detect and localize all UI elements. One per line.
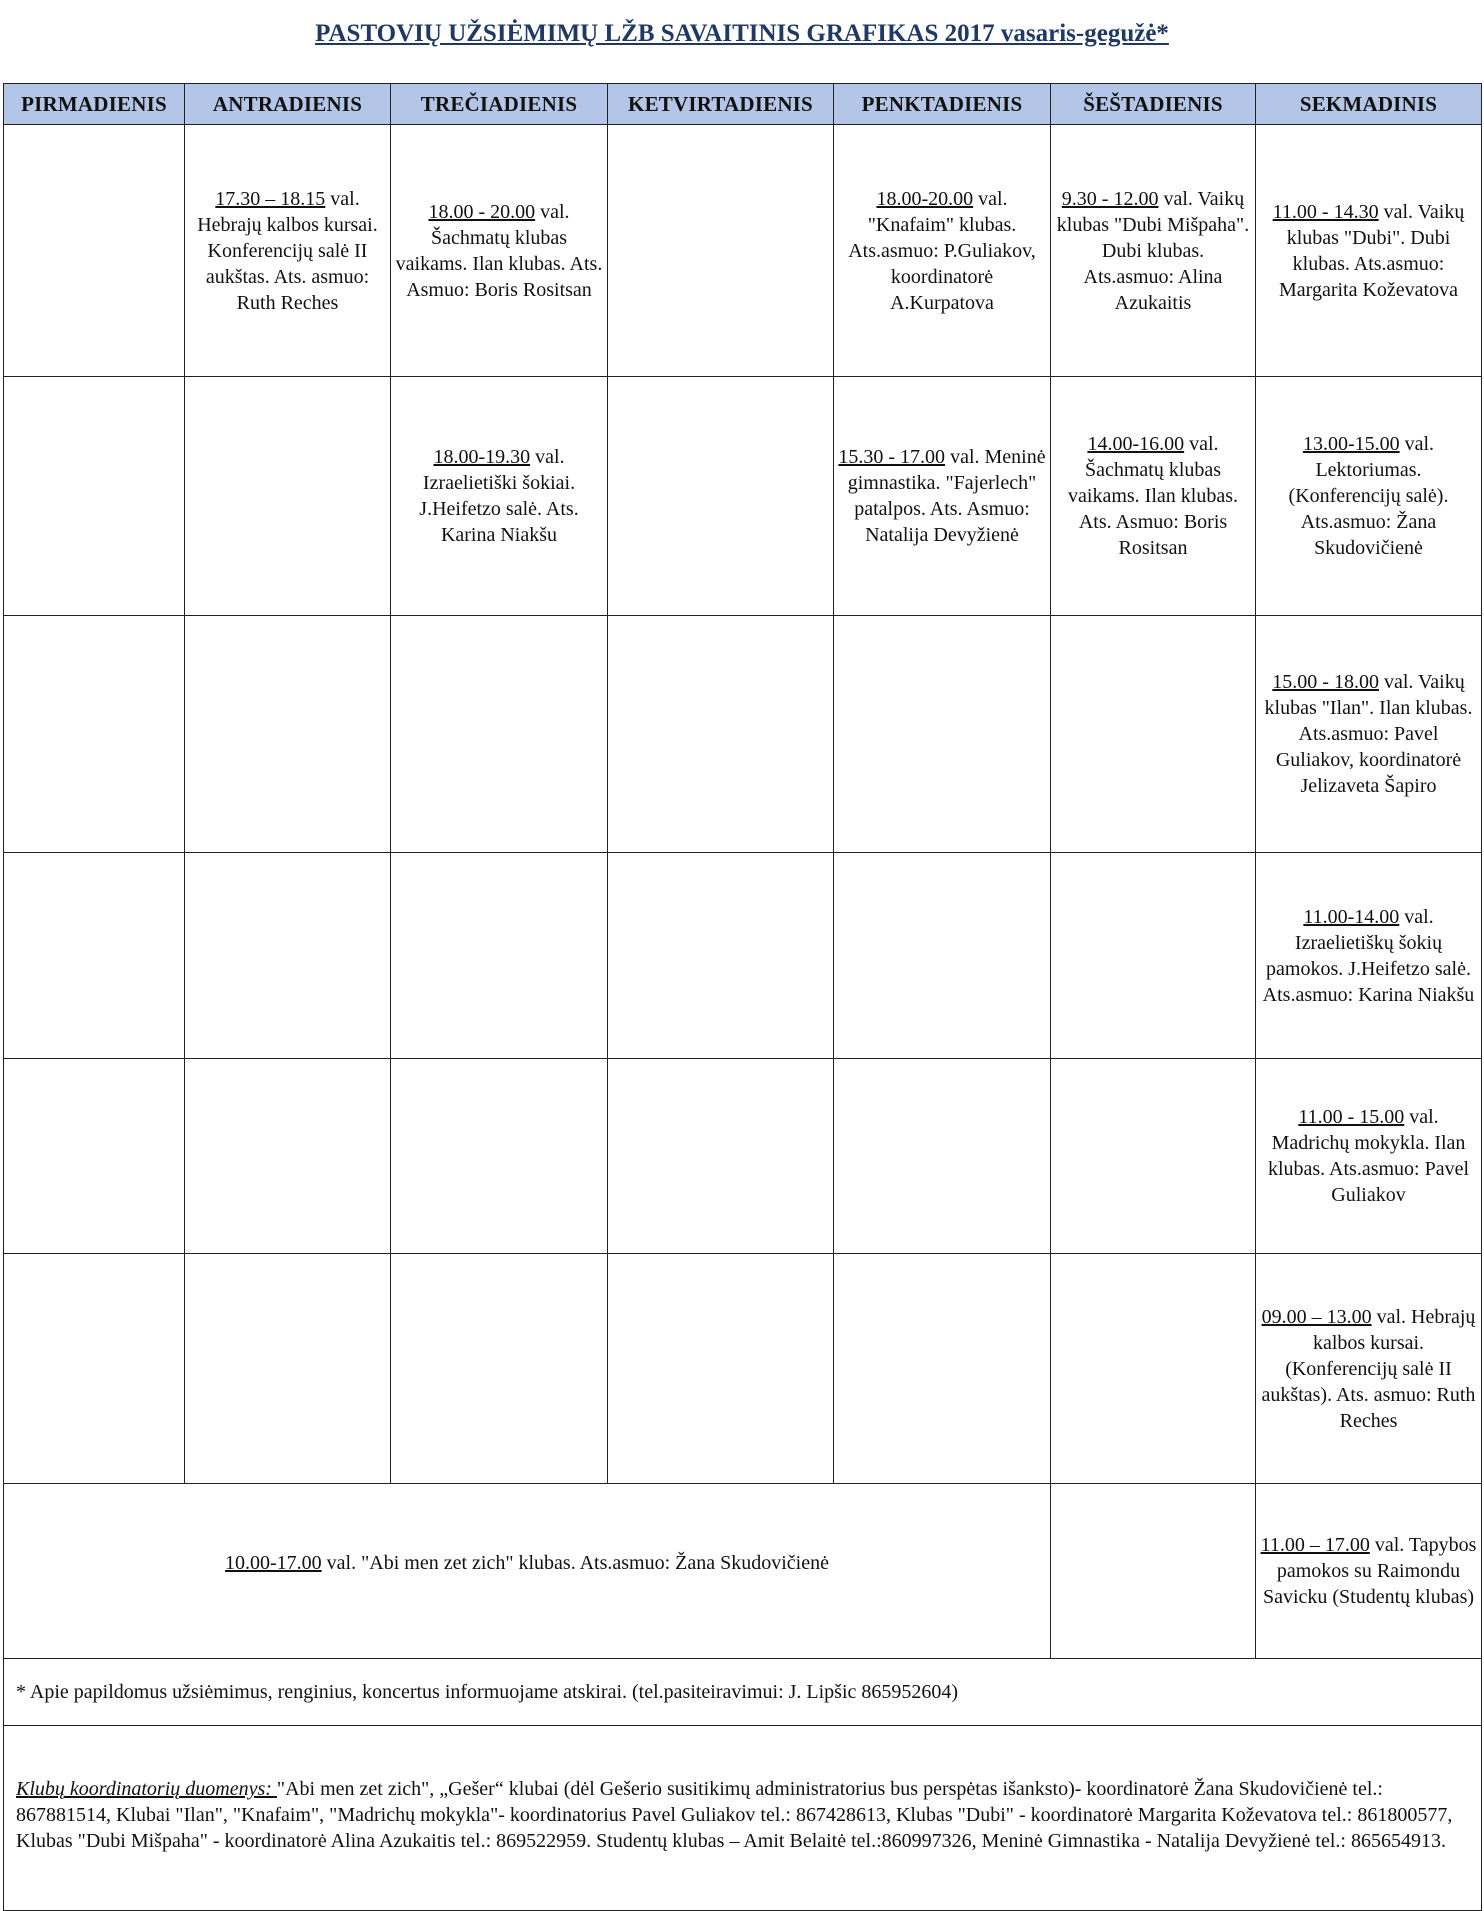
event-time: 11.00 – 17.00	[1260, 1534, 1370, 1556]
day-header: ANTRADIENIS	[185, 84, 391, 125]
empty-cell	[4, 616, 185, 853]
event-cell	[391, 377, 608, 616]
empty-cell	[834, 1059, 1051, 1254]
empty-cell	[185, 377, 391, 616]
event-time: 09.00 – 13.00	[1261, 1305, 1372, 1328]
event-time: 11.00 - 14.30	[1272, 200, 1379, 223]
empty-cell	[4, 1059, 185, 1254]
event-text: val. Tapybos pamokos su Raimondu Savicku (Studentų klubas)	[1262, 1534, 1477, 1608]
event-cell	[1256, 377, 1482, 616]
event-cell	[185, 125, 391, 377]
event-text: val. Hebrajų kalbos kursai. Konferencijų salė II aukštas. Ats. asmuo: Ruth Reches	[197, 187, 378, 314]
event-text: val. Vaikų klubas "Dubi". Dubi klubas. Ats.asmuo: Margarita Koževatova	[1279, 200, 1465, 301]
empty-cell	[834, 853, 1051, 1059]
event-text: val. Izraelietiški šokiai. J.Heifetzo salė. Ats. Karina Niakšu	[419, 446, 579, 546]
event-time: 18.00 - 20.00	[428, 200, 536, 223]
event-text: val. "Abi men zet zich" klubas. Ats.asmuo: Žana Skudovičienė	[321, 1552, 829, 1574]
empty-cell	[608, 125, 834, 377]
event-cell	[834, 125, 1051, 377]
day-header: KETVIRTADIENIS	[608, 84, 834, 125]
day-header: TREČIADIENIS	[391, 84, 608, 125]
empty-cell	[1051, 1059, 1256, 1254]
page-title: PASTOVIŲ UŽSIĖMIMŲ LŽB SAVAITINIS GRAFIKAS 2017 vasaris-gegužė*	[315, 20, 1169, 47]
event-time: 17.30 – 18.15	[215, 187, 326, 210]
event-text: val. Hebrajų kalbos kursai. (Konferencijų salė II aukštas). Ats. asmuo: Ruth Reches	[1261, 1305, 1476, 1432]
event-time: 13.00-15.00	[1302, 433, 1400, 455]
event-cell	[1051, 377, 1256, 616]
empty-cell	[391, 853, 608, 1059]
event-text: val. Šachmatų klubas vaikams. Ilan klubas. Ats. Asmuo: Boris Rositsan	[1068, 433, 1238, 559]
event-text: val. "Knafaim" klubas. Ats.asmuo: P.Guliakov, koordinatorė A.Kurpatova	[848, 187, 1036, 314]
event-cell	[1256, 1254, 1482, 1484]
empty-cell	[185, 616, 391, 853]
event-time: 14.00-16.00	[1087, 433, 1185, 455]
event-time: 9.30 - 12.00	[1061, 187, 1159, 210]
empty-cell	[391, 1059, 608, 1254]
empty-cell	[4, 853, 185, 1059]
empty-cell	[185, 1254, 391, 1484]
event-time: 18.00-19.30	[433, 446, 531, 468]
event-time: 15.30 - 17.00	[838, 446, 946, 468]
event-text: val. Vaikų klubas "Dubi Mišpaha". Dubi klubas. Ats.asmuo: Alina Azukaitis	[1056, 187, 1250, 314]
event-time: 11.00-14.00	[1303, 905, 1400, 928]
empty-cell	[1051, 1484, 1256, 1659]
empty-cell	[834, 616, 1051, 853]
schedule-row	[4, 1059, 1482, 1254]
empty-cell	[185, 853, 391, 1059]
event-text: val. Šachmatų klubas vaikams. Ilan klubas. Ats. Asmuo: Boris Rositsan	[395, 200, 603, 301]
event-time: 18.00-20.00	[876, 187, 974, 210]
coordinators-info	[4, 1726, 1482, 1911]
empty-cell	[608, 377, 834, 616]
empty-cell	[608, 1059, 834, 1254]
schedule-row	[4, 853, 1482, 1059]
event-cell	[1256, 853, 1482, 1059]
schedule-row-last	[4, 1484, 1482, 1659]
empty-cell	[608, 1254, 834, 1484]
event-cell	[391, 125, 608, 377]
event-cell	[1256, 616, 1482, 853]
empty-cell	[834, 1254, 1051, 1484]
empty-cell	[185, 1059, 391, 1254]
day-header: ŠEŠTADIENIS	[1051, 84, 1256, 125]
day-header: PENKTADIENIS	[834, 84, 1051, 125]
empty-cell	[4, 1254, 185, 1484]
event-time: 15.00 - 18.00	[1272, 671, 1379, 693]
empty-cell	[1051, 853, 1256, 1059]
event-cell	[1256, 1059, 1482, 1254]
event-text: val. Vaikų klubas "Ilan". Ilan klubas. Ats.asmuo: Pavel Guliakov, koordinatorė Jelizaveta Šapiro	[1264, 671, 1473, 797]
empty-cell	[391, 1254, 608, 1484]
merged-event-cell	[4, 1484, 1051, 1659]
event-text: val. Madrichų mokykla. Ilan klubas. Ats.asmuo: Pavel Guliakov	[1267, 1106, 1470, 1206]
schedule-row	[4, 1254, 1482, 1484]
footnote: * Apie papildomus užsiėmimus, renginius, koncertus informuojame atskirai. (tel.pasiteiravimui: J. Lipšic 865952604)	[4, 1659, 1482, 1726]
empty-cell	[1051, 616, 1256, 853]
event-text: val. Izraelietiškų šokių pamokos. J.Heifetzo salė. Ats.asmuo: Karina Niakšu	[1262, 905, 1475, 1006]
event-time: 10.00-17.00	[225, 1552, 322, 1574]
event-text: val. Lektoriumas. (Konferencijų salė). Ats.asmuo: Žana Skudovičienė	[1288, 433, 1449, 559]
empty-cell	[4, 377, 185, 616]
event-cell	[1256, 1484, 1482, 1659]
empty-cell	[1051, 1254, 1256, 1484]
coordinators-row	[4, 1726, 1482, 1911]
empty-cell	[391, 616, 608, 853]
day-header: SEKMADINIS	[1256, 84, 1482, 125]
event-cell	[1051, 125, 1256, 377]
event-text: val. Meninė gimnastika. "Fajerlech" patalpos. Ats. Asmuo: Natalija Devyžienė	[847, 446, 1046, 546]
day-header-row	[4, 84, 1482, 125]
coordinators-text: "Abi men zet zich", „Gešer“ klubai (dėl Gešerio susitikimų administratorius bus perspėtas išanksto)- koordinatorė Žana Skudovičienė tel.: 867881514, Klubai "Ilan", "Knafaim", "Madrichų mokykla"- koordinatorius Pavel Guliakov tel.: 867428613, Klubas "Dubi" - koordinatorė Margarita Koževatova tel.: 861800577, Klubas "Dubi Mišpaha" - koordinatorė Alina Azukaitis tel.: 869522959. Studentų klubas – Amit Belaitė tel.:860997326, Meninė Gimnastika - Natalija Devyžienė tel.: 865654913.	[16, 1778, 1453, 1852]
coordinators-label: Klubų koordinatorių duomenys:	[16, 1778, 277, 1800]
footnote-row	[4, 1659, 1482, 1726]
schedule-row	[4, 616, 1482, 853]
schedule-row	[4, 377, 1482, 616]
day-header: PIRMADIENIS	[4, 84, 185, 125]
event-cell	[834, 377, 1051, 616]
empty-cell	[608, 616, 834, 853]
empty-cell	[4, 125, 185, 377]
event-cell	[1256, 125, 1482, 377]
schedule-table	[3, 83, 1482, 1911]
schedule-row	[4, 125, 1482, 377]
event-time: 11.00 - 15.00	[1298, 1106, 1405, 1128]
empty-cell	[608, 853, 834, 1059]
